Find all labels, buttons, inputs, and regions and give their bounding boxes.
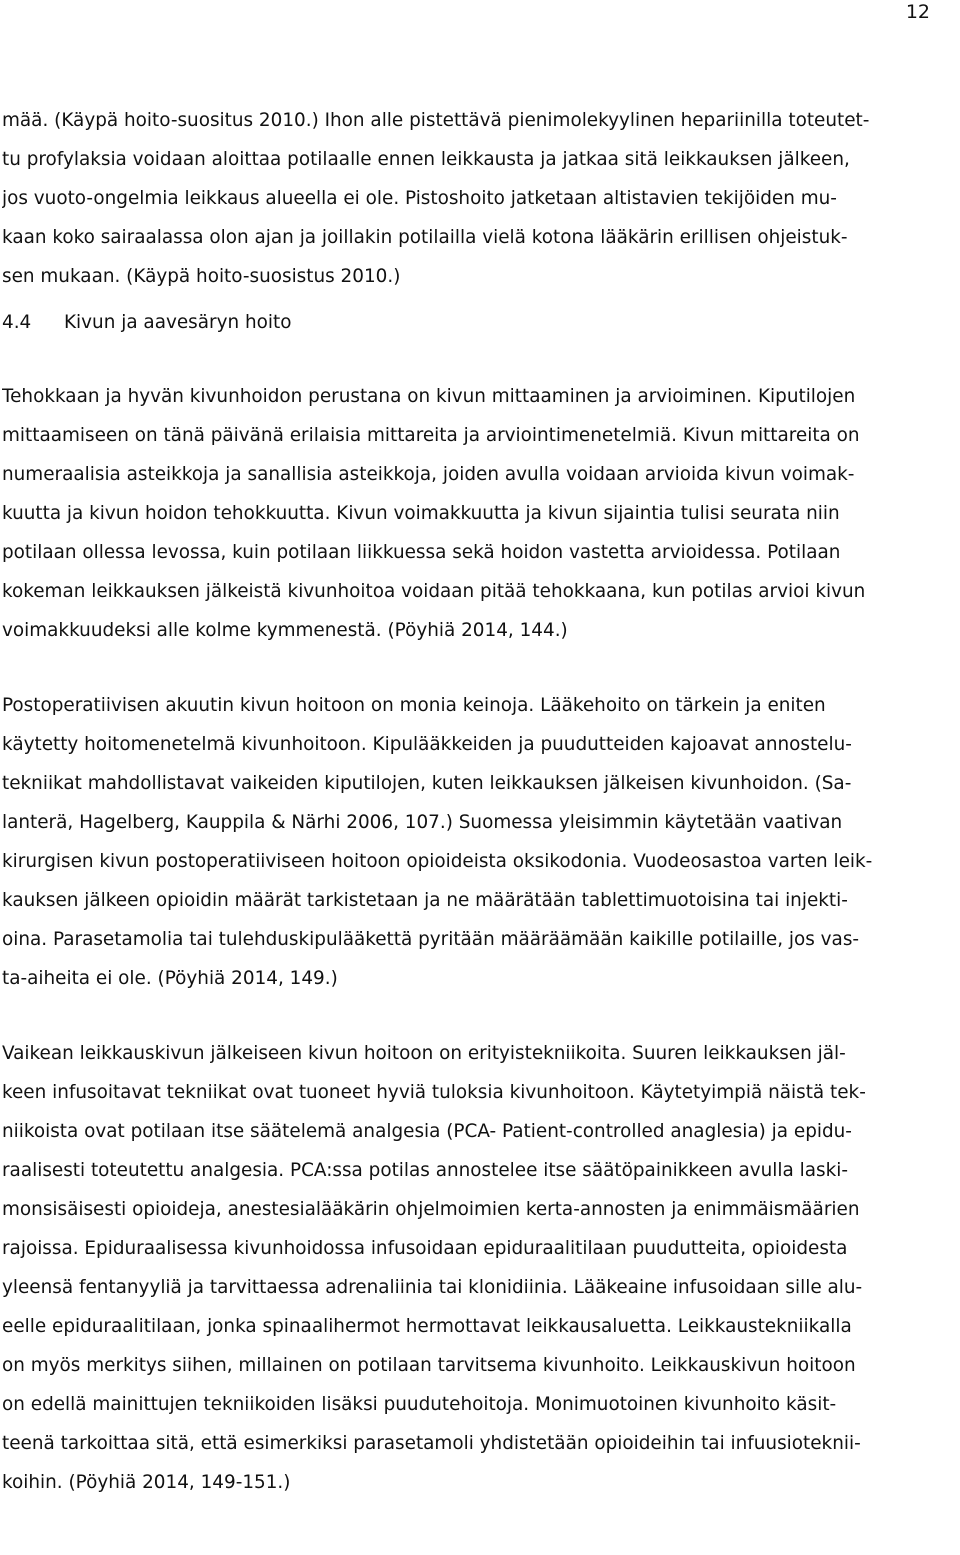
text-line: kirurgisen kivun postoperatiiviseen hoitoon opioideista oksikodonia. Vuodeosastoa varten leik- [2, 851, 873, 872]
paragraph-4 [2, 1034, 956, 1502]
section-number: 4.4 [2, 312, 32, 333]
text-line: potilaan ollessa levossa, kuin potilaan liikkuessa sekä hoidon vastetta arvioidessa. Potilaan [2, 542, 841, 563]
text-line: on edellä mainittujen tekniikoiden lisäksi puudutehoitoja. Monimuotoinen kivunhoito käsit- [2, 1394, 837, 1415]
text-line: Postoperatiivisen akuutin kivun hoitoon on monia keinoja. Lääkehoito on tärkein ja eniten [2, 695, 826, 716]
text-line: lanterä, Hagelberg, Kauppila & Närhi 2006, 107.) Suomessa yleisimmin käytetään vaativan [2, 812, 843, 833]
text-line: Tehokkaan ja hyvän kivunhoidon perustana on kivun mittaaminen ja arvioiminen. Kiputilojen [2, 386, 856, 407]
paragraph-2 [2, 377, 956, 650]
text-line: tu profylaksia voidaan aloittaa potilaalle ennen leikkausta ja jatkaa sitä leikkauksen jälkeen, [2, 149, 850, 170]
text-line: kokeman leikkauksen jälkeistä kivunhoitoa voidaan pitää tehokkaana, kun potilas arvioi kivun [2, 581, 866, 602]
text-line: oina. Parasetamolia tai tulehduskipulääkettä pyritään määräämään kaikille potilaille, jos vas- [2, 929, 860, 950]
text-line: monsisäisesti opioideja, anestesialääkärin ohjelmoimien kerta-annosten ja enimmäismäärien [2, 1199, 860, 1220]
text-line: sen mukaan. (Käypä hoito-suosistus 2010.) [2, 266, 401, 287]
text-line: numeraalisia asteikkoja ja sanallisia asteikkoja, joiden avulla voidaan arvioida kivun voimak- [2, 464, 855, 485]
section-title: Kivun ja aavesäryn hoito [64, 312, 292, 333]
text-line: eelle epiduraalitilaan, jonka spinaalihermot hermottavat leikkausaluetta. Leikkaustekniikalla [2, 1316, 852, 1337]
text-line: mää. (Käypä hoito-suositus 2010.) Ihon alle pistettävä pienimolekyylinen hepariinilla toteutet- [2, 110, 870, 131]
text-line: kuutta ja kivun hoidon tehokkuutta. Kivun voimakkuutta ja kivun sijaintia tulisi seurata niin [2, 503, 840, 524]
page-number: 12 [905, 1, 930, 23]
text-line: keen infusoitavat tekniikat ovat tuoneet hyviä tuloksia kivunhoitoon. Käytetyimpiä näistä tek- [2, 1082, 866, 1103]
text-line: kaan koko sairaalassa olon ajan ja joillakin potilailla vielä kotona lääkärin erillisen ohjeistuk- [2, 227, 848, 248]
text-line: käytetty hoitomenetelmä kivunhoitoon. Kipulääkkeiden ja puudutteiden kajoavat annostelu- [2, 734, 852, 755]
paragraph-1 [2, 101, 956, 296]
paragraph-3 [2, 686, 956, 998]
text-line: ta-aiheita ei ole. (Pöyhiä 2014, 149.) [2, 968, 338, 989]
text-line: voimakkuudeksi alle kolme kymmenestä. (Pöyhiä 2014, 144.) [2, 620, 568, 641]
text-line: koihin. (Pöyhiä 2014, 149-151.) [2, 1472, 291, 1493]
text-line: on myös merkitys siihen, millainen on potilaan tarvitsema kivunhoito. Leikkauskivun hoitoon [2, 1355, 856, 1376]
text-line: teenä tarkoittaa sitä, että esimerkiksi parasetamoli yhdistetään opioideihin tai infuusioteknii- [2, 1433, 861, 1454]
text-line: yleensä fentanyyliä ja tarvittaessa adrenaliinia tai klonidiinia. Lääkeaine infusoidaan sille alu- [2, 1277, 863, 1298]
section-heading [2, 304, 956, 341]
text-line: Vaikean leikkauskivun jälkeiseen kivun hoitoon on erityistekniikoita. Suuren leikkauksen jäl- [2, 1043, 846, 1064]
document-body [2, 101, 956, 1502]
text-line: mittaamiseen on tänä päivänä erilaisia mittareita ja arviointimenetelmiä. Kivun mittareita on [2, 425, 860, 446]
text-line: jos vuoto-ongelmia leikkaus alueella ei ole. Pistoshoito jatketaan altistavien tekijöiden mu- [2, 188, 837, 209]
text-line: niikoista ovat potilaan itse säätelemä analgesia (PCA- Patient-controlled anaglesia) ja epidu- [2, 1121, 852, 1142]
text-line: kauksen jälkeen opioidin määrät tarkistetaan ja ne määrätään tablettimuotoisina tai injekti- [2, 890, 848, 911]
text-line: raalisesti toteutettu analgesia. PCA:ssa potilas annostelee itse säätöpainikkeen avulla laski- [2, 1160, 848, 1181]
text-line: rajoissa. Epiduraalisessa kivunhoidossa infusoidaan epiduraalitilaan puudutteita, opioidesta [2, 1238, 848, 1259]
text-line: tekniikat mahdollistavat vaikeiden kiputilojen, kuten leikkauksen jälkeisen kivunhoidon. (Sa- [2, 773, 852, 794]
